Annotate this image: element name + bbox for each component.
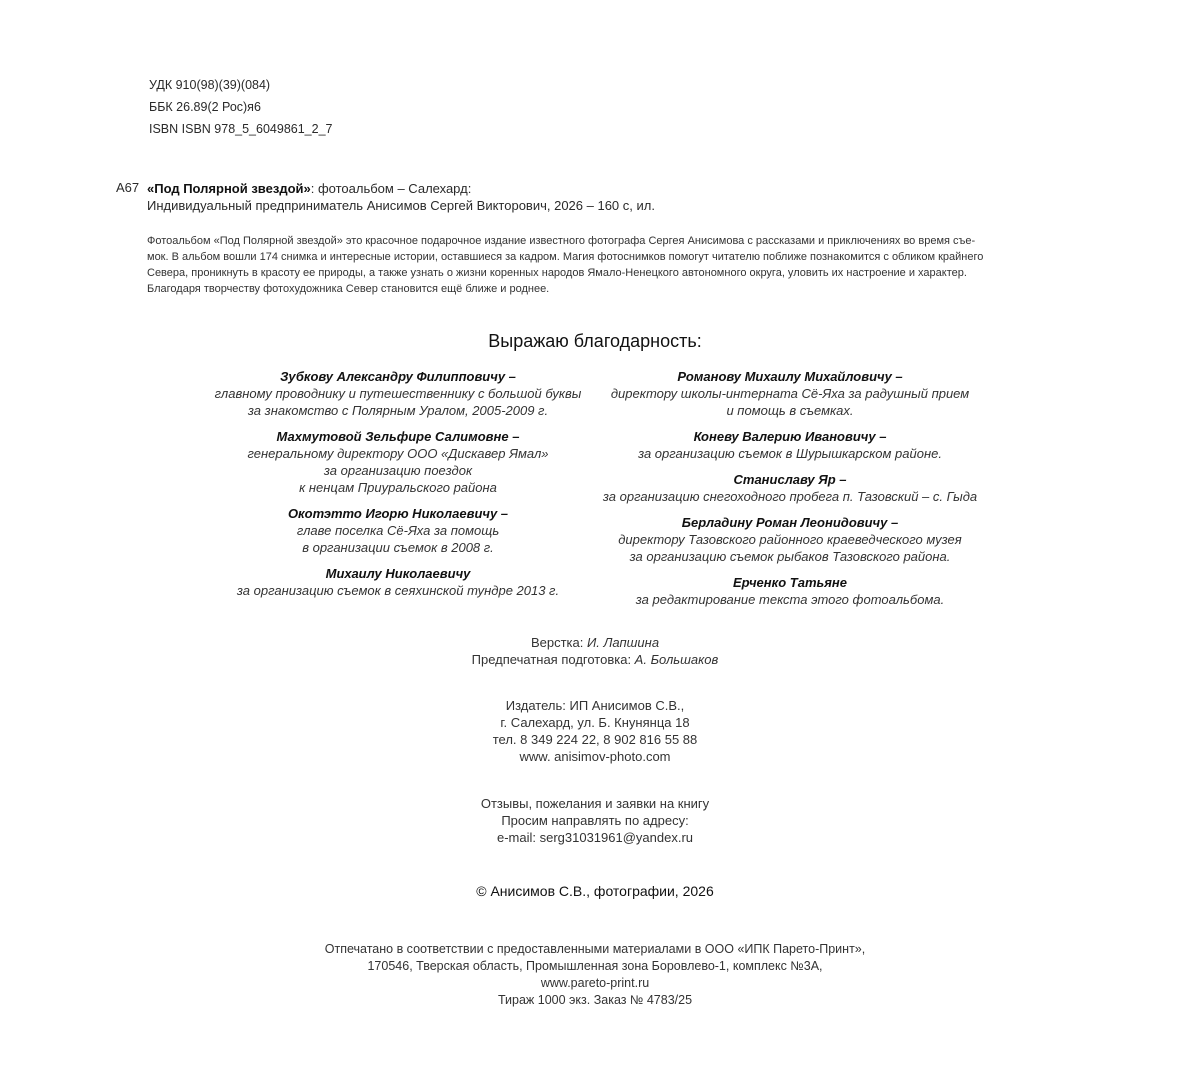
thanks-desc: за знакомство с Полярным Уралом, 2005-2009 г. [247,403,549,418]
publisher-line: г. Салехард, ул. Б. Кнунянца 18 [500,715,690,730]
prepress-name: А. Большаков [634,652,719,667]
thanks-desc: генеральному директору ООО «Дискавер Ямал» [247,446,549,461]
annotation-line: Фотоальбом «Под Полярной звездой» это красочное подарочное издание известного фотографа Сергея Анисимова с рассказами и приключениях во время съе- [147,235,976,247]
printing-line: www.pareto-print.ru [540,976,650,990]
thanks-entry [198,428,598,496]
printing-line: Тираж 1000 экз. Заказ № 4783/25 [497,993,693,1007]
thanks-name: Романову Михаилу Михайловичу – [677,369,903,384]
thanks-desc: за организацию съемок в сеяхинской тундре 2013 г. [236,583,560,598]
thanks-entry [198,368,598,419]
credits [0,634,1190,668]
layout-label: Верстка: [530,635,587,650]
thanks-name: Зубкову Александру Филипповичу – [280,369,516,384]
thanks-desc: главному проводнику и путешественнику с большой буквы [214,386,582,401]
publisher-record: Индивидуальный предприниматель Анисимов Сергей Викторович, 2026 – 160 с, ил. [147,198,655,213]
thanks-name: Ерченко Татьяне [733,575,847,590]
thanks-name: Берладину Роман Леонидовичу – [681,515,899,530]
thanks-desc: директору школы-интерната Сё-Яха за радушный прием [610,386,970,401]
annotation-line: Благодаря творчеству фотохудожника Север становится ещё ближе и роднее. [147,283,550,295]
thanks-entry [590,514,990,565]
thanks-entry [590,574,990,608]
bibliographic-record [147,180,655,214]
thanks-entry [590,471,990,505]
thanks-desc: директору Тазовского районного краеведческого музея [618,532,962,547]
printing-info [0,941,1190,1009]
classification-codes [149,74,332,140]
publisher-line: тел. 8 349 224 22, 8 902 816 55 88 [492,732,698,747]
feedback-info [0,795,1190,846]
thanks-name: Коневу Валерию Ивановичу – [693,429,887,444]
book-title: «Под Полярной звездой» [147,181,311,196]
thanks-desc: за организацию снегоходного пробега п. Тазовский – с. Гыда [602,489,978,504]
thanks-heading: Выражаю благодарность: [488,331,702,351]
annotation-line: мок. В альбом вошли 174 снимка и интересные истории, оставшиеся за кадром. Магия фотоснимков помогут читателю поближе познакомится с обликом крайнего [147,251,984,263]
thanks-column-left [198,368,598,608]
thanks-entry [590,428,990,462]
thanks-desc: за организацию съемок рыбаков Тазовского района. [629,549,951,564]
thanks-entry [198,505,598,556]
feedback-line: Просим направлять по адресу: [501,813,689,828]
thanks-name: Михаилу Николаевичу [325,566,471,581]
author-index: А67 [116,180,140,195]
feedback-line: e-mail: serg31031961@yandex.ru [496,830,694,845]
bbk-code: ББК 26.89(2 Рос)я6 [149,100,261,114]
printing-line: 170546, Тверская область, Промышленная зона Боровлево-1, комплекс №3А, [367,959,823,973]
udk-code: УДК 910(98)(39)(084) [149,78,271,92]
isbn-code: ISBN ISBN 978_5_6049861_2_7 [149,122,333,136]
annotation [147,233,1047,297]
thanks-desc: к ненцам Приуральского района [299,480,497,495]
annotation-line: Севера, проникнуть в красоту ее природы, а также узнать о жизни коренных народов Ямало-Ненецкого автономного округа, уловить их настроение и характер. [147,267,967,279]
thanks-name: Махмутовой Зельфире Салимовне – [276,429,520,444]
thanks-desc: и помощь в съемках. [726,403,854,418]
thanks-name: Окотэтто Игорю Николаевичу – [287,506,509,521]
thanks-entry [590,368,990,419]
thanks-desc: главе поселка Сё-Яха за помощь [296,523,500,538]
publisher-info [0,697,1190,765]
layout-name: И. Лапшина [586,635,660,650]
copyright: © Анисимов С.В., фотографии, 2026 [476,883,714,899]
thanks-entry [198,565,598,599]
thanks-name: Станиславу Яр – [733,472,847,487]
thanks-column-right [590,368,990,617]
publisher-line: www. anisimov-photo.com [519,749,671,764]
thanks-desc: за организацию съемок в Шурышкарском районе. [638,446,942,461]
thanks-desc: за редактирование текста этого фотоальбома. [635,592,945,607]
book-type: : фотоальбом – Салехард: [310,181,472,196]
prepress-label: Предпечатная подготовка: [471,652,635,667]
thanks-desc: в организации съемок в 2008 г. [302,540,494,555]
feedback-line: Отзывы, пожелания и заявки на книгу [480,796,710,811]
printing-line: Отпечатано в соответствии с предоставленными материалами в ООО «ИПК Парето-Принт», [324,942,866,956]
thanks-desc: за организацию поездок [323,463,473,478]
publisher-line: Издатель: ИП Анисимов С.В., [505,698,685,713]
